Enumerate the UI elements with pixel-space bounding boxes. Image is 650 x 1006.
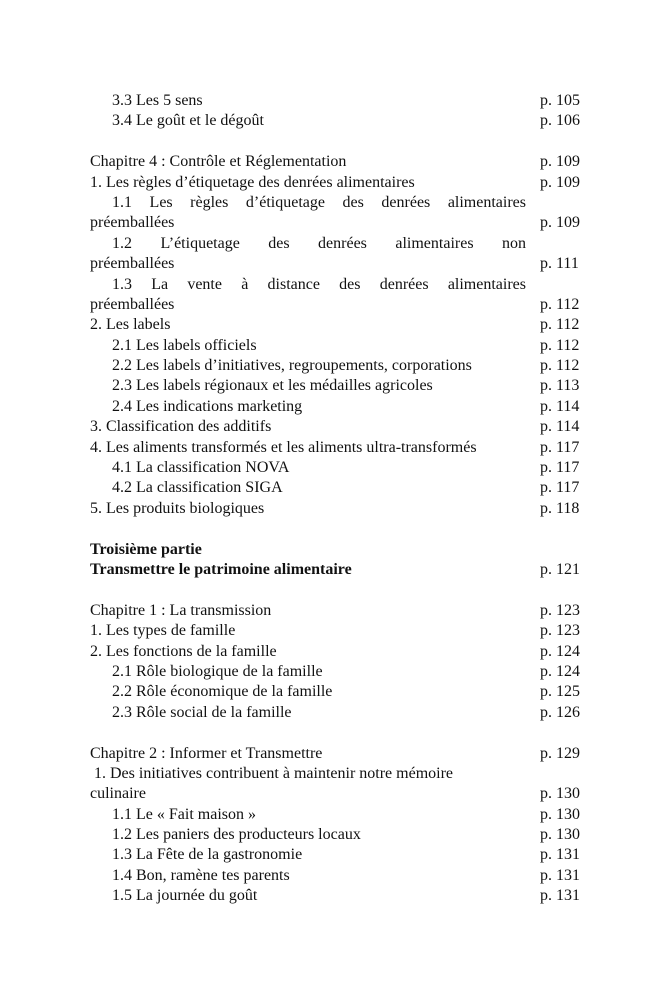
toc-entry-page: p. 117 — [540, 459, 580, 477]
toc-entry-page: p. 131 — [540, 846, 580, 864]
toc-entry — [0, 417, 650, 437]
toc-entry-page: p. 117 — [540, 438, 580, 456]
toc-entry-title: 1.2 Les paniers des producteurs locaux — [112, 826, 361, 844]
toc-entry-title: Chapitre 2 : Informer et Transmettre — [90, 744, 323, 762]
toc-entry — [0, 91, 650, 111]
toc-entry — [0, 336, 650, 356]
toc-entry-title: 2. Les fonctions de la famille — [90, 642, 277, 660]
toc-entry — [0, 825, 650, 845]
toc-entry — [0, 356, 650, 376]
toc-entry-page: p. 130 — [540, 826, 580, 844]
toc-entry-title: 1.2 L’étiquetage des denrées alimentaires non — [112, 234, 526, 252]
toc-entry-title: 2.1 Les labels officiels — [112, 336, 257, 354]
toc-entry-page: p. 112 — [540, 357, 580, 375]
toc-entry-page: p. 112 — [540, 336, 580, 354]
toc-entry — [0, 376, 650, 396]
toc-entry-title: Transmettre le patrimoine alimentaire — [90, 560, 352, 578]
toc-entry — [0, 805, 650, 825]
toc-entry-page: p. 124 — [540, 662, 580, 680]
toc-entry-title: 1.4 Bon, ramène tes parents — [112, 866, 290, 884]
toc-entry-page: p. 114 — [540, 418, 580, 436]
toc-entry-page: p. 130 — [540, 785, 580, 803]
toc-entry-title: culinaire — [90, 785, 146, 803]
toc-entry-page: p. 112 — [540, 295, 580, 313]
toc-entry — [0, 173, 650, 193]
toc-entry-title: préemballées — [90, 214, 175, 232]
toc-entry-title: 3.3 Les 5 sens — [112, 92, 203, 109]
toc-entry — [0, 275, 650, 295]
toc-entry-page: p. 124 — [540, 642, 580, 660]
toc-entry-title: 1. Les règles d’étiquetage des denrées alimentaires — [90, 173, 415, 191]
toc-entry — [0, 703, 650, 723]
toc-entry — [0, 397, 650, 417]
toc-entry-page: p. 130 — [540, 805, 580, 823]
toc-entry-title: 1.1 Les règles d’étiquetage des denrées alimentaires — [112, 193, 526, 211]
toc-entry — [0, 111, 650, 131]
toc-entry-title: Troisième partie — [90, 540, 202, 558]
toc-entry-page: p. 114 — [540, 397, 580, 415]
toc-entry — [0, 458, 650, 478]
toc-entry-page: p. 131 — [540, 866, 580, 884]
toc-entry — [0, 886, 650, 906]
toc-entry-page: p. 125 — [540, 683, 580, 701]
toc-entry-page: p. 106 — [540, 112, 580, 130]
toc-entry-title: 1.1 Le « Fait maison » — [112, 805, 256, 823]
toc-entry-title: 2.2 Rôle économique de la famille — [112, 683, 333, 701]
toc-entry-title: 4. Les aliments transformés et les aliments ultra-transformés — [90, 438, 477, 456]
toc-entry-title: 4.1 La classification NOVA — [112, 459, 290, 477]
toc-entry-title: préemballées — [90, 295, 175, 313]
toc-entry-title: 1. Des initiatives contribuent à maintenir notre mémoire — [94, 764, 454, 782]
toc-entry-page: p. 123 — [540, 601, 580, 619]
toc-entry-page: p. 111 — [540, 255, 579, 273]
toc-entry-title: 3.4 Le goût et le dégoût — [112, 112, 264, 130]
toc-entry-title: préemballées — [90, 255, 175, 273]
toc-entry — [0, 642, 650, 662]
toc-entry-title: 2. Les labels — [90, 316, 171, 334]
toc-entry — [0, 764, 650, 784]
toc-entry-title: 1.3 La Fête de la gastronomie — [112, 846, 303, 864]
toc-entry-page: p. 109 — [540, 173, 580, 191]
toc-entry-title: 2.3 Les labels régionaux et les médailles agricoles — [112, 377, 433, 395]
toc-entry-page: p. 105 — [540, 92, 580, 109]
toc-entry-page: p. 109 — [540, 214, 580, 232]
toc-entry-page: p. 113 — [540, 377, 580, 395]
toc-entry-title: 2.3 Rôle social de la famille — [112, 703, 292, 721]
toc-entry-title: Chapitre 1 : La transmission — [90, 601, 272, 619]
toc-entry-title: 4.2 La classification SIGA — [112, 479, 283, 497]
toc-entry-page: p. 117 — [540, 479, 580, 497]
toc-entry — [0, 478, 650, 498]
toc-entry — [0, 234, 650, 254]
toc-entry-title: 1.3 La vente à distance des denrées alimentaires — [112, 275, 526, 293]
toc-entry — [0, 621, 650, 641]
toc-entry-title: 5. Les produits biologiques — [90, 499, 265, 517]
toc-entry-title: 2.4 Les indications marketing — [112, 397, 303, 415]
toc-entry — [0, 295, 650, 315]
toc-entry-page: p. 118 — [540, 499, 580, 517]
toc-entry-title: 2.2 Les labels d’initiatives, regroupements, corporations — [112, 357, 472, 375]
toc-entry-page: p. 123 — [540, 622, 580, 640]
toc-entry — [0, 213, 650, 233]
toc-entry-title: 1.5 La journée du goût — [112, 887, 258, 905]
toc-entry-title: 2.1 Rôle biologique de la famille — [112, 662, 323, 680]
toc-entry — [0, 744, 650, 764]
toc-entry — [0, 784, 650, 804]
toc-entry — [0, 601, 650, 621]
toc-entry — [0, 254, 650, 274]
toc-entry-page: p. 129 — [540, 744, 580, 762]
toc-entry-page: p. 131 — [540, 887, 580, 905]
toc-entry — [0, 193, 650, 213]
toc-entry-page: p. 121 — [540, 560, 580, 578]
toc-entry-page: p. 109 — [540, 153, 580, 171]
toc-entry-page: p. 126 — [540, 703, 580, 721]
toc-entry — [0, 682, 650, 702]
toc-entry-page: p. 112 — [540, 316, 580, 334]
toc-entry — [0, 438, 650, 458]
table-of-contents — [0, 91, 650, 907]
toc-entry — [0, 845, 650, 865]
toc-entry — [0, 866, 650, 886]
toc-entry-title: 1. Les types de famille — [90, 622, 236, 640]
toc-entry — [0, 540, 650, 560]
toc-entry — [0, 560, 650, 580]
toc-entry-title: 3. Classification des additifs — [90, 418, 272, 436]
toc-entry — [0, 662, 650, 682]
toc-entry — [0, 499, 650, 519]
toc-entry — [0, 152, 650, 172]
toc-entry — [0, 315, 650, 335]
toc-entry-title: Chapitre 4 : Contrôle et Réglementation — [90, 153, 347, 171]
